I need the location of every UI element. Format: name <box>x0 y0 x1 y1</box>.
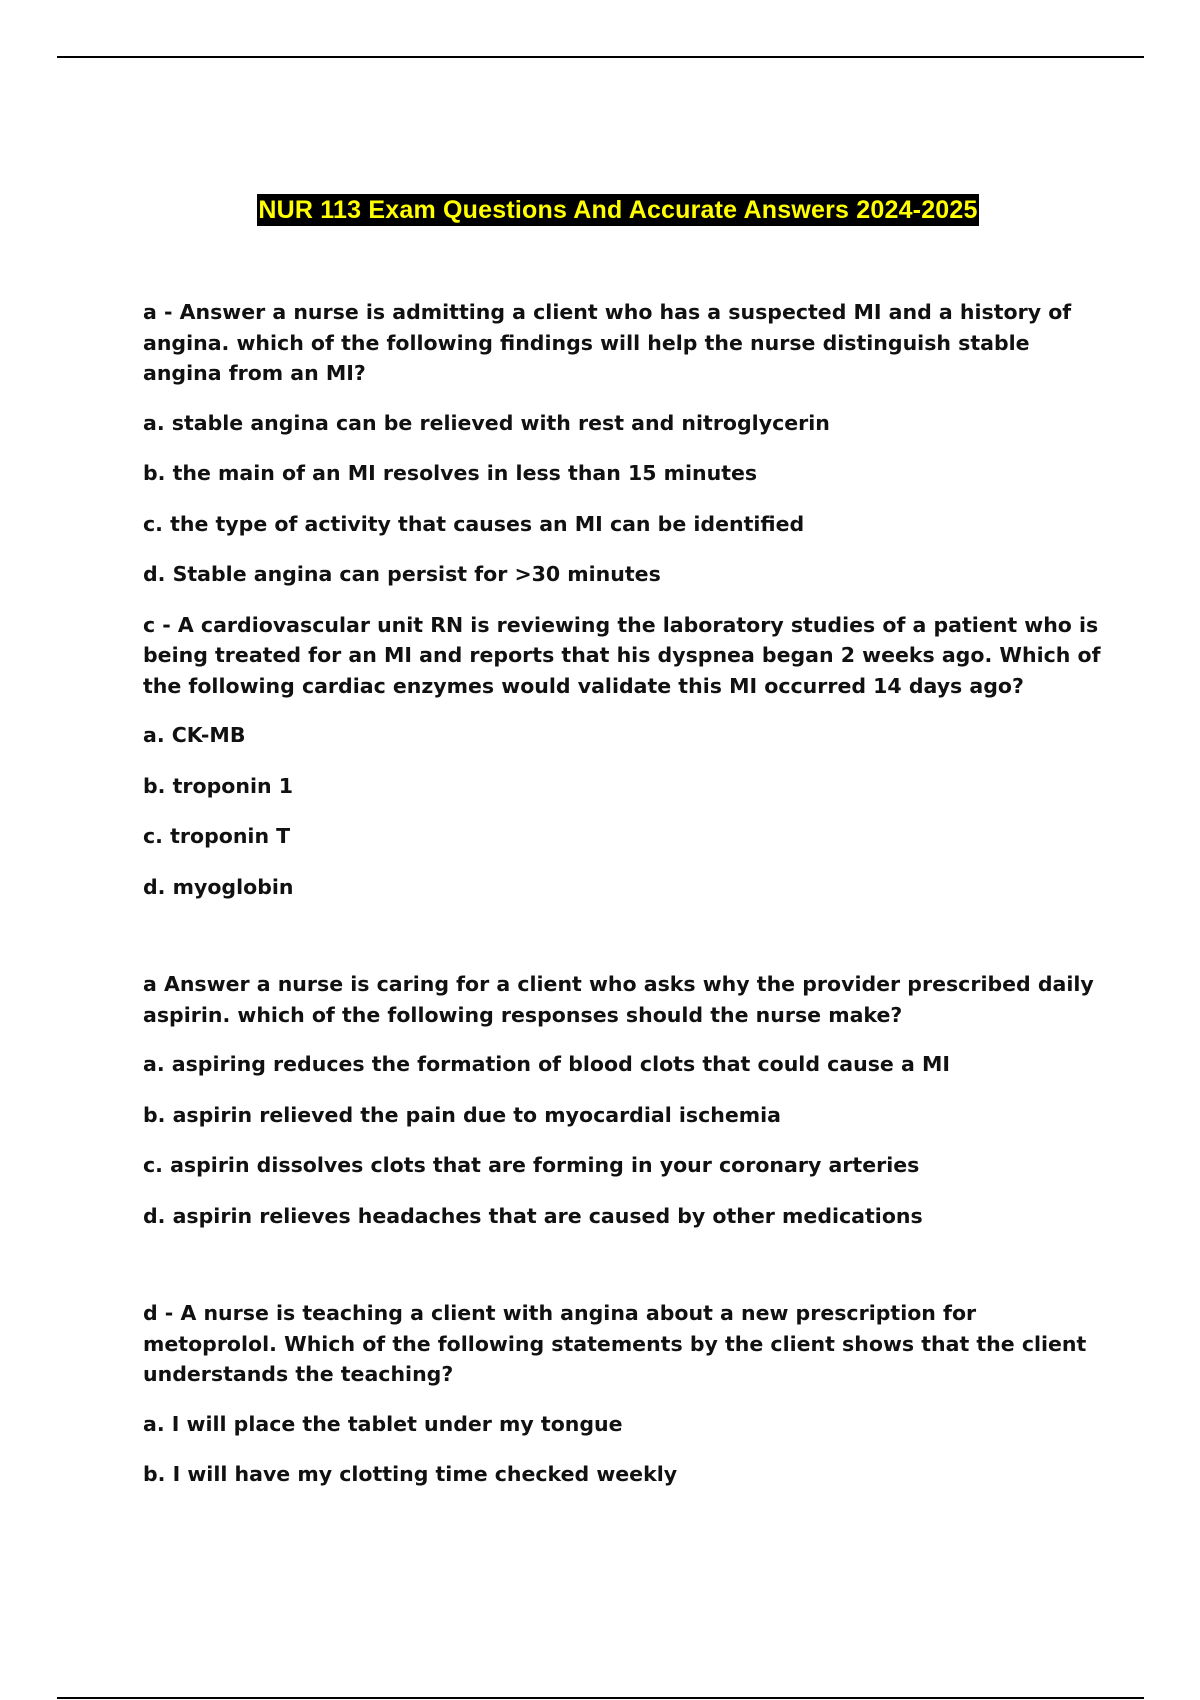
answer-option: a. stable angina can be relieved with rest and nitroglycerin <box>143 410 830 435</box>
answer-option: a. aspiring reduces the formation of blood clots that could cause a MI <box>143 1052 950 1076</box>
answer-option: c. troponin T <box>143 824 291 848</box>
top-rule <box>57 56 1144 58</box>
answer-option: b. I will have my clotting time checked weekly <box>143 1462 678 1486</box>
bottom-rule <box>57 1697 1144 1699</box>
answer-option: a. I will place the tablet under my tongue <box>143 1411 623 1436</box>
answer-option: d. aspirin relieves headaches that are caused by other medications <box>143 1203 923 1228</box>
question-stem: a Answer a nurse is caring for a client who asks why the provider prescribed daily aspirin. which of the following responses should the nurse make? <box>143 972 1094 1027</box>
answer-option: b. troponin 1 <box>143 773 293 798</box>
question-stem: c - A cardiovascular unit RN is reviewing the laboratory studies of a patient who is being treated for an MI and reports that his dyspnea began 2 weeks ago. Which of the following cardiac enzymes would validate this MI occurred 14 days ago? <box>143 612 1101 698</box>
answer-option: c. the type of activity that causes an MI can be identified <box>143 511 805 536</box>
question-block <box>143 1298 1103 1490</box>
answer-option: a. CK-MB <box>143 723 246 747</box>
title-container <box>0 194 1200 226</box>
answer-option: d. myoglobin <box>143 874 294 899</box>
question-block <box>143 297 1103 590</box>
question-block <box>143 969 1103 1231</box>
document-title: NUR 113 Exam Questions And Accurate Answers 2024-2025 <box>258 196 978 224</box>
answer-option: b. aspirin relieved the pain due to myocardial ischemia <box>143 1102 781 1127</box>
answer-option: c. aspirin dissolves clots that are forming in your coronary arteries <box>143 1153 920 1177</box>
question-stem: d - A nurse is teaching a client with angina about a new prescription for metoprolol. Which of the following statements by the client shows that the client understands the teaching? <box>143 1301 1087 1386</box>
answer-option: d. Stable angina can persist for >30 minutes <box>143 562 661 586</box>
question-list <box>143 297 1103 1510</box>
question-stem: a - Answer a nurse is admitting a client who has a suspected MI and a history of angina. which of the following findings will help the nurse distinguish stable angina from an MI? <box>143 300 1072 385</box>
question-block <box>143 610 1103 903</box>
answer-option: b. the main of an MI resolves in less than 15 minutes <box>143 461 758 485</box>
